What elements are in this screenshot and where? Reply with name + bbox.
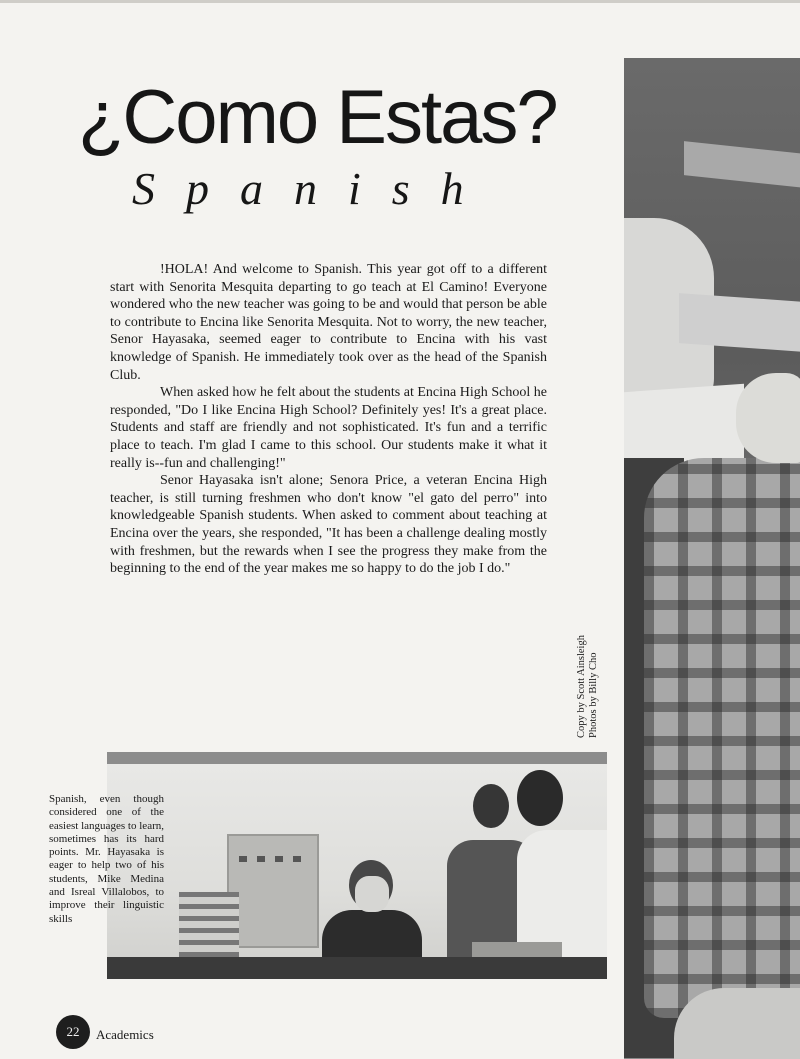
photo-credits [576,635,600,738]
page-subtitle: Spanish [132,163,495,214]
top-border [0,0,800,3]
article-paragraph: !HOLA! And welcome to Spanish. This year got off to a different start with Senorita Mesquita departing to go teach at El Camino! Everyone wondered who the new teacher was going to be and would that person be able to contribute to Encina like Senorita Mesquita. Not to worry, the new teacher, Senor Hayasaka, seemed eager to contribute to Encina with his vast knowledge of Spanish. He immediately took over as the head of the Spanish Club. [110,262,547,383]
page-title: ¿Como Estas? [78,75,557,160]
classroom-photo-bottom [107,752,607,979]
photo-caption: Spanish, even though considered one of the easiest languages to learn, sometimes has its hard points. Mr. Hayasaka is eager to help two of his students, Mike Medina and Isreal Villalobos, to improve their linguistic skills [49,793,164,925]
article-paragraph: When asked how he felt about the students at Encina High School he responded, "Do I like Encina High School? Definitely yes! It's a great place. Students and staff are friendly and not sophisticated. It's fun and a terrific place to teach. I'm glad I came to this school. Our students make it what it really is--fun and challenging!" [110,385,547,471]
copy-credit: Copy by Scott Ainsleigh [576,635,587,738]
section-name: Academics [96,1027,154,1042]
photo-credit: Photos by Billy Cho [588,652,599,738]
article-paragraph: Senor Hayasaka isn't alone; Senora Price, a veteran Encina High teacher, is still turning freshmen who don't know "el gato del perro" into knowledgeable Spanish students. When asked to comment about teaching at Encina over the years, she responded, "It has been a challenge dealing mostly with freshmen, but the rewards when I see the progress they make from the beginning to the end of the year makes me so happy to do the job I do." [110,473,547,577]
page-number: 22 [56,1015,90,1049]
article-body [110,261,547,578]
classroom-photo-right [624,58,800,1059]
